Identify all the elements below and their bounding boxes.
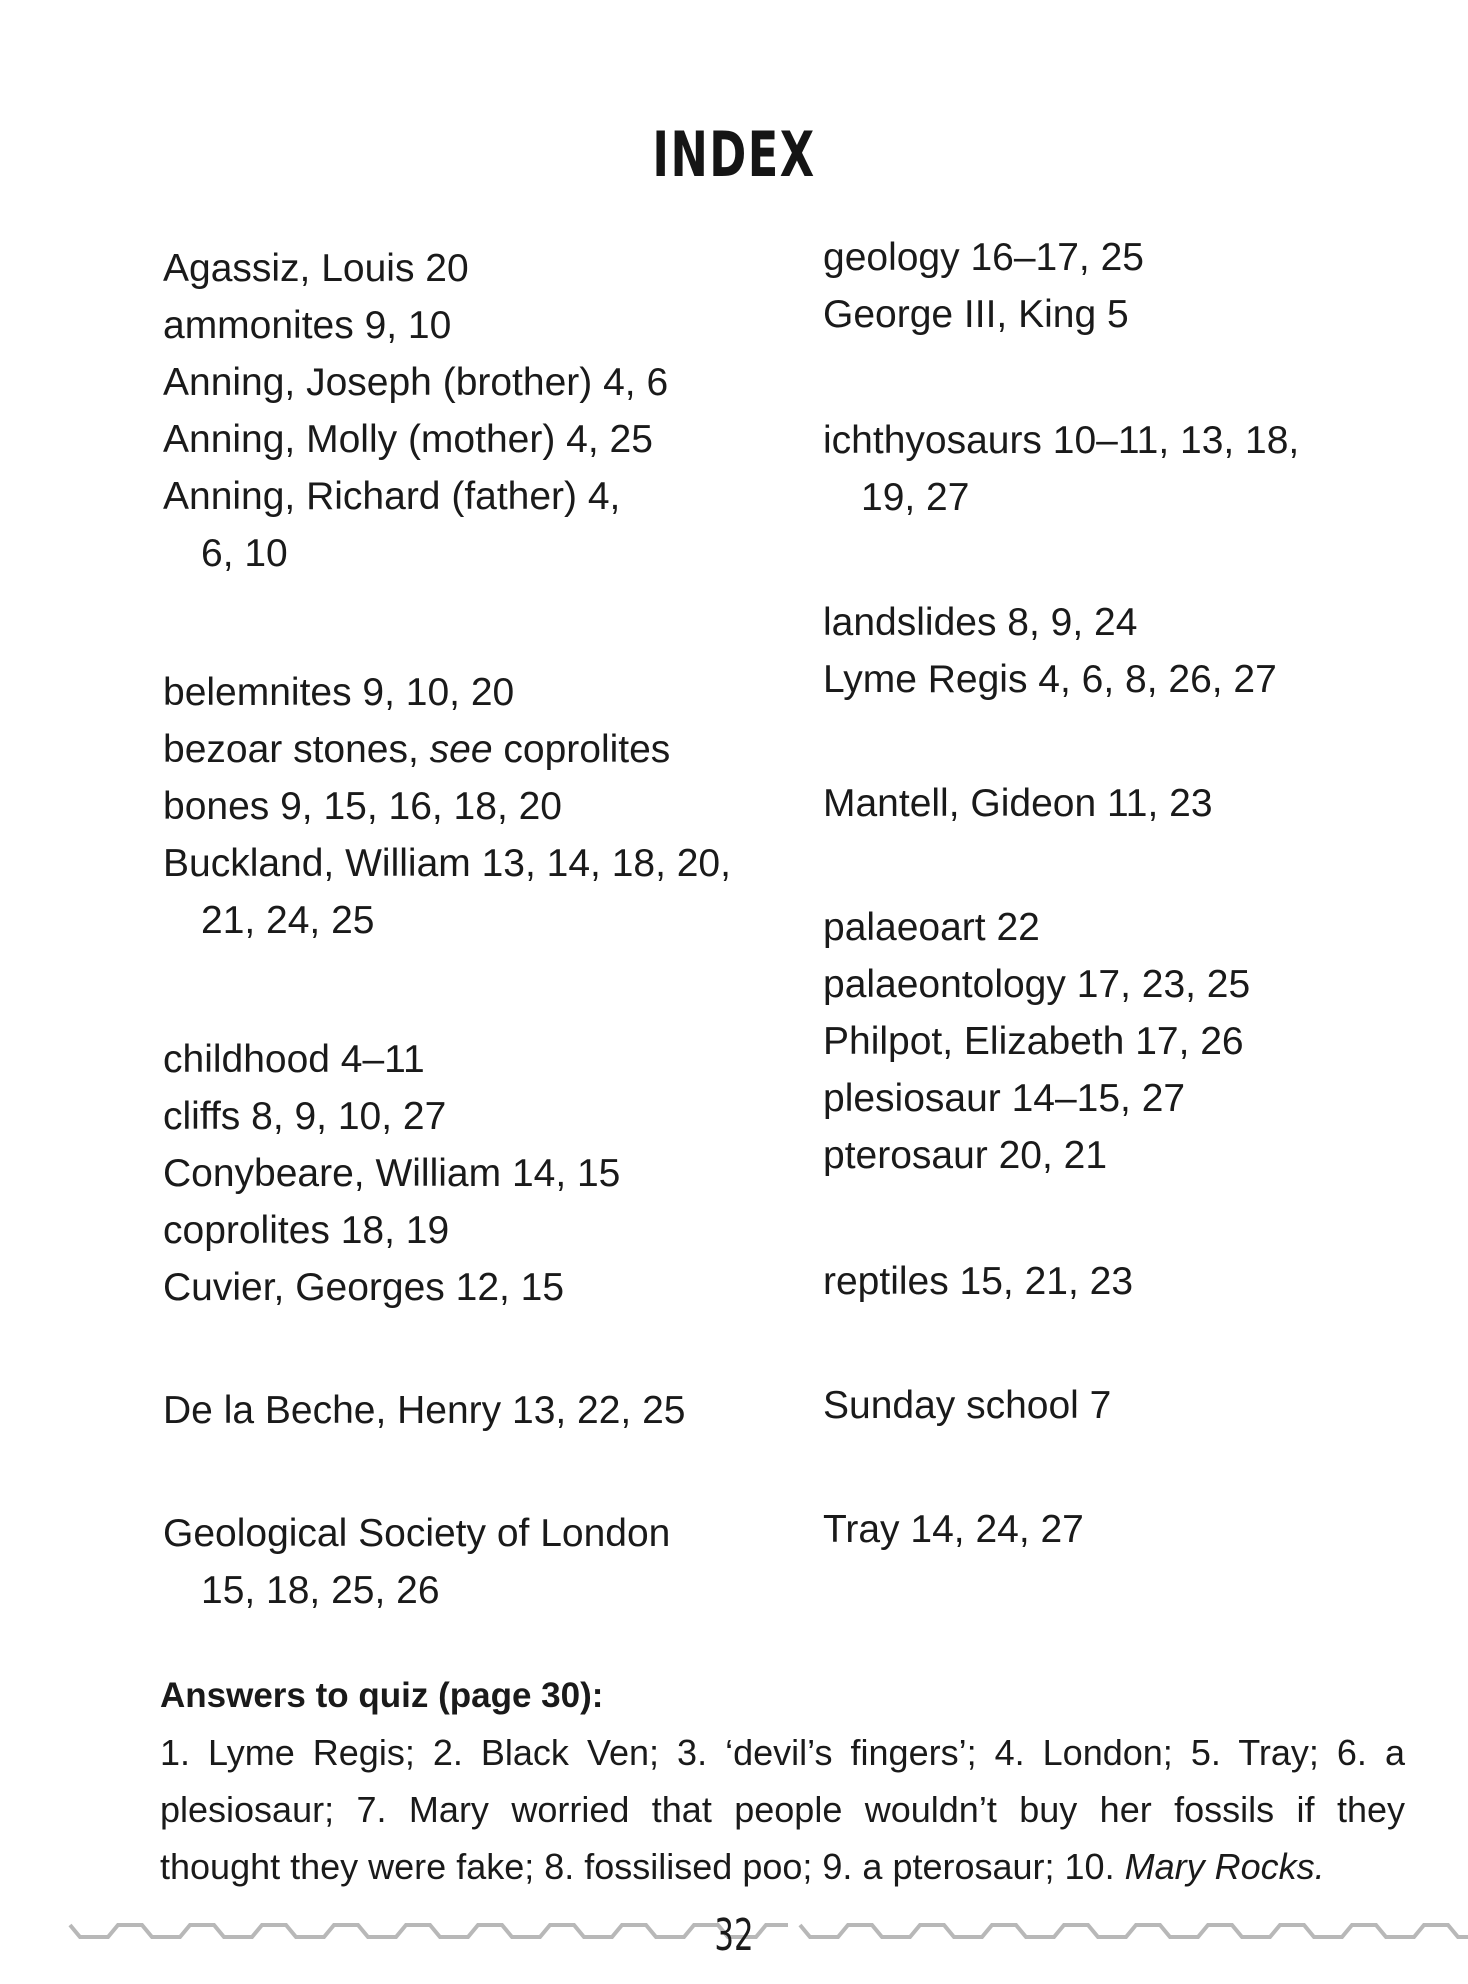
wavy-line-right xyxy=(800,1925,1468,1937)
index-entry: Sunday school 7 xyxy=(823,1384,1112,1427)
bezoar-target: coprolites xyxy=(492,728,671,771)
index-entry: Geological Society of London xyxy=(163,1512,671,1555)
quiz-answers-line xyxy=(160,1838,1405,1895)
index-entry: Cuvier, Georges 12, 15 xyxy=(163,1266,565,1309)
index-group-d xyxy=(163,1382,685,1439)
index-entry: belemnites 9, 10, 20 xyxy=(163,671,515,714)
index-group-p xyxy=(823,899,1250,1184)
index-group-l xyxy=(823,594,1277,708)
index-entry: Buckland, William 13, 14, 18, 20, xyxy=(163,842,731,885)
index-entry-bezoar xyxy=(163,721,731,778)
page-number: 32 xyxy=(714,1910,754,1961)
index-group-i xyxy=(823,412,1299,526)
index-group-r xyxy=(823,1253,1133,1310)
index-entry: Anning, Joseph (brother) 4, 6 xyxy=(163,361,669,404)
book-title: Mary Rocks. xyxy=(1124,1846,1325,1887)
index-entry: De la Beche, Henry 13, 22, 25 xyxy=(163,1389,686,1432)
index-entry: palaeontology 17, 23, 25 xyxy=(823,963,1251,1006)
index-entry: ammonites 9, 10 xyxy=(163,304,452,347)
index-entry: ichthyosaurs 10–11, 13, 18, xyxy=(823,419,1300,462)
index-entry: Tray 14, 24, 27 xyxy=(823,1508,1084,1551)
index-entry: geology 16–17, 25 xyxy=(823,236,1144,279)
index-group-g xyxy=(163,1505,670,1619)
index-entry: coprolites 18, 19 xyxy=(163,1209,450,1252)
index-group-m xyxy=(823,775,1213,832)
index-entry: palaeoart 22 xyxy=(823,906,1040,949)
bezoar-text: bezoar stones, xyxy=(163,728,430,771)
index-entry-continuation: 19, 27 xyxy=(861,476,970,519)
quiz-answers-last-text: thought they were fake; 8. fossilised poo; 9. a pterosaur; 10. xyxy=(160,1846,1125,1887)
index-group-t xyxy=(823,1501,1084,1558)
index-group-g2 xyxy=(823,229,1144,343)
index-entry: Philpot, Elizabeth 17, 26 xyxy=(823,1020,1244,1063)
index-entry: cliffs 8, 9, 10, 27 xyxy=(163,1095,447,1138)
index-entry-continuation: 21, 24, 25 xyxy=(201,899,375,942)
page-title: INDEX xyxy=(652,118,816,191)
index-group-a xyxy=(163,240,668,582)
index-entry: Conybeare, William 14, 15 xyxy=(163,1152,621,1195)
wavy-line-left xyxy=(70,1925,788,1937)
index-entry: bones 9, 15, 16, 18, 20 xyxy=(163,785,562,828)
index-entry: Anning, Molly (mother) 4, 25 xyxy=(163,418,653,461)
index-entry-continuation: 6, 10 xyxy=(201,532,288,575)
quiz-answers-line: 1. Lyme Regis; 2. Black Ven; 3. ‘devil’s fingers’; 4. London; 5. Tray; 6. a xyxy=(160,1732,1405,1773)
index-entry: Lyme Regis 4, 6, 8, 26, 27 xyxy=(823,658,1277,701)
index-entry: Mantell, Gideon 11, 23 xyxy=(823,782,1213,825)
index-group-s xyxy=(823,1377,1111,1434)
quiz-answers-line: plesiosaur; 7. Mary worried that people wouldn’t buy her fossils if they xyxy=(160,1789,1405,1830)
index-entry: plesiosaur 14–15, 27 xyxy=(823,1077,1186,1120)
index-entry: childhood 4–11 xyxy=(163,1038,425,1081)
quiz-answers xyxy=(160,1667,1405,1895)
index-entry: landslides 8, 9, 24 xyxy=(823,601,1138,644)
index-group-b xyxy=(163,664,731,949)
index-entry: pterosaur 20, 21 xyxy=(823,1134,1108,1177)
index-entry-continuation: 15, 18, 25, 26 xyxy=(201,1569,440,1612)
quiz-answers-heading: Answers to quiz (page 30): xyxy=(160,1676,604,1715)
index-entry: Anning, Richard (father) 4, xyxy=(163,475,621,518)
index-group-c xyxy=(163,1031,620,1316)
index-entry: George III, King 5 xyxy=(823,293,1129,336)
index-entry: Agassiz, Louis 20 xyxy=(163,247,469,290)
index-entry: reptiles 15, 21, 23 xyxy=(823,1260,1134,1303)
see-reference: see xyxy=(429,728,493,771)
